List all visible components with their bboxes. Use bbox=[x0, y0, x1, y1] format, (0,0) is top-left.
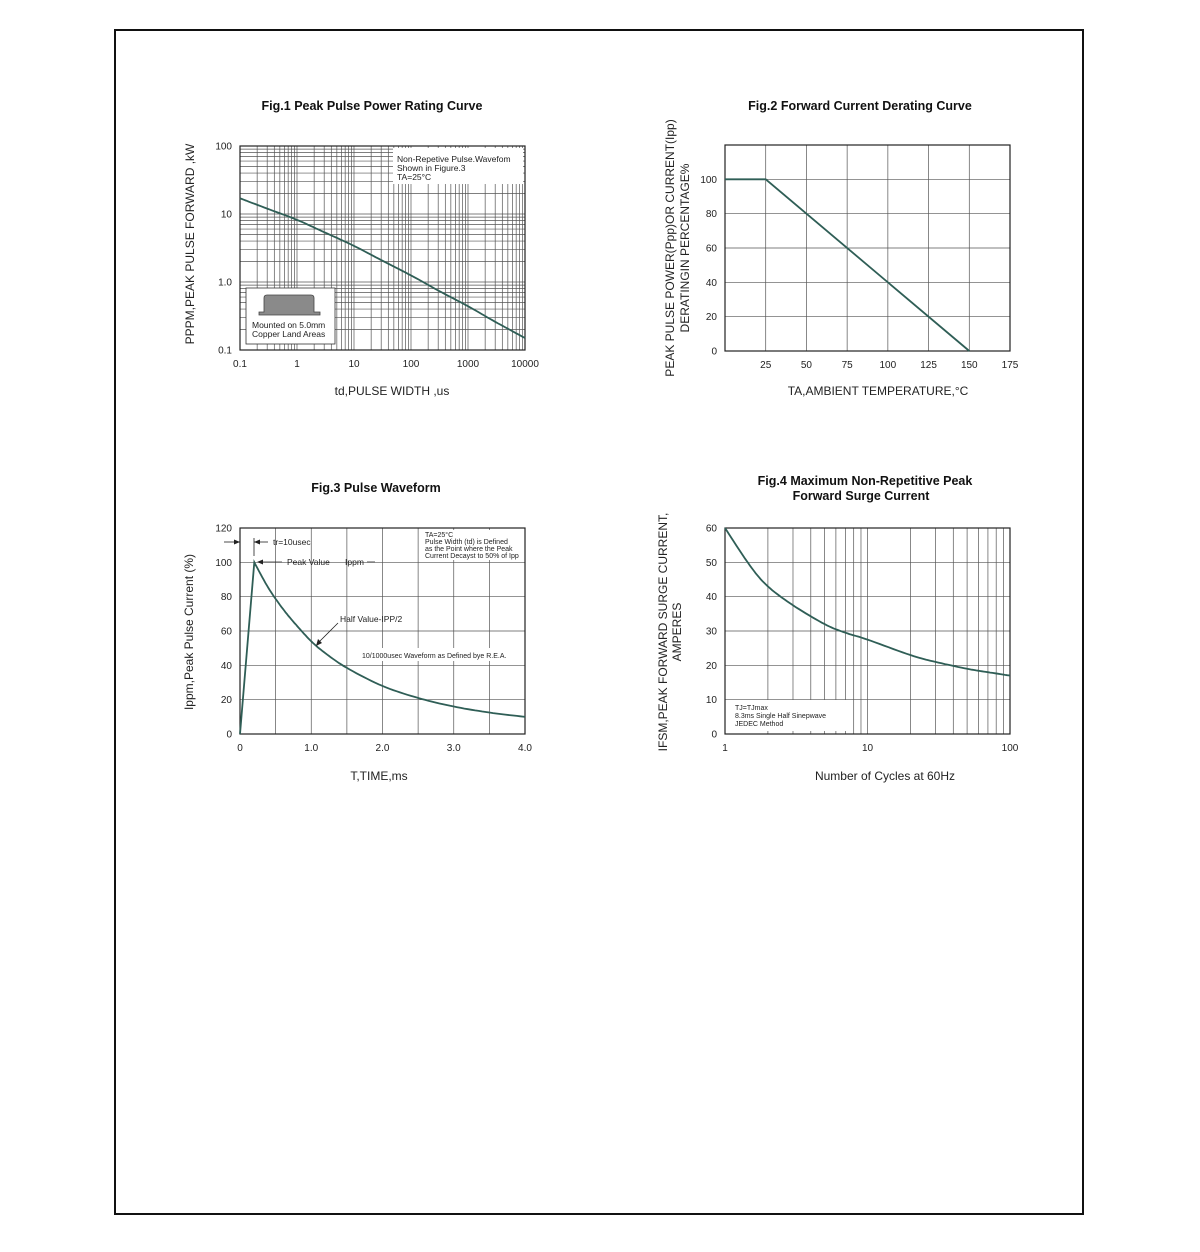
x-tick-label: 10000 bbox=[511, 359, 539, 370]
x-tick-label: 25 bbox=[760, 360, 772, 371]
y-tick-label: 40 bbox=[220, 660, 232, 672]
fig4-ylabel-line1: IFSM,PEAK FORWARD SURGE CURRENT, bbox=[656, 512, 670, 752]
y-tick-label: 10 bbox=[705, 695, 717, 707]
y-tick-label: 120 bbox=[215, 523, 232, 535]
x-tick-label: 10 bbox=[861, 743, 874, 754]
fig1-xlabel: td,PULSE WIDTH ,us bbox=[334, 384, 450, 398]
fig1-note-line3: TA=25°C bbox=[397, 172, 432, 182]
fig4-note-line2: 8.3ms Single Half Sinepwave bbox=[735, 713, 827, 720]
package-icon bbox=[259, 295, 320, 315]
x-tick-label: 50 bbox=[800, 360, 812, 371]
fig4-xlabel: Number of Cycles at 60Hz bbox=[814, 769, 956, 783]
x-tick-label: 175 bbox=[1001, 360, 1019, 371]
fig1-title: Fig.1 Peak Pulse Power Rating Curve bbox=[261, 99, 483, 113]
arrow-left-icon bbox=[257, 560, 263, 565]
fig3-cond-line1: TA=25°C bbox=[425, 532, 454, 539]
x-tick-label: 1000 bbox=[456, 359, 480, 370]
y-tick-label: 40 bbox=[705, 277, 717, 289]
y-tick-label: 100 bbox=[215, 557, 232, 569]
fig4-note-line1: TJ=TJmax bbox=[735, 705, 768, 712]
fig1-chart bbox=[183, 99, 539, 398]
y-tick-label: 20 bbox=[705, 660, 717, 672]
y-tick-label: 50 bbox=[705, 557, 717, 569]
y-tick-label: 30 bbox=[705, 626, 717, 638]
x-tick-label: 100 bbox=[879, 360, 897, 371]
fig3-half-label: Half Value-IPP/2 bbox=[340, 614, 403, 624]
y-tick-label: 0 bbox=[711, 346, 717, 358]
x-tick-label: 0 bbox=[237, 743, 243, 754]
y-tick-label: 20 bbox=[705, 312, 717, 324]
fig3-peak-symbol: Ippm bbox=[345, 557, 364, 567]
fig1-package-line1: Mounted on 5.0mm bbox=[252, 320, 326, 330]
arrow-right-icon bbox=[234, 540, 240, 545]
y-tick-label: 1.0 bbox=[218, 277, 232, 289]
fig2-ylabel-line2: DERATINGIN PERCENTAGE% bbox=[678, 163, 692, 333]
y-tick-label: 60 bbox=[705, 243, 717, 255]
fig1-note-line2: Shown in Figure.3 bbox=[397, 163, 466, 173]
fig2-title: Fig.2 Forward Current Derating Curve bbox=[748, 99, 972, 113]
fig4-chart bbox=[656, 474, 1019, 783]
fig2-ticks bbox=[700, 175, 1018, 371]
y-tick-label: 80 bbox=[705, 209, 717, 221]
y-tick-label: 80 bbox=[220, 592, 232, 604]
x-tick-label: 100 bbox=[1001, 743, 1019, 754]
fig4-title-line1: Fig.4 Maximum Non-Repetitive Peak bbox=[757, 474, 973, 488]
x-tick-label: 1 bbox=[294, 359, 300, 370]
fig2-chart bbox=[663, 99, 1019, 398]
x-tick-label: 100 bbox=[402, 359, 420, 370]
y-tick-label: 60 bbox=[705, 523, 717, 535]
fig2-grid bbox=[725, 145, 1010, 351]
fig3-cond-line4: Current Decayst to 50% of Ipp bbox=[425, 553, 519, 560]
fig3-tr-label: tr=10usec bbox=[273, 537, 311, 547]
fig3-title: Fig.3 Pulse Waveform bbox=[311, 481, 441, 495]
fig3-half-leader bbox=[318, 623, 338, 643]
fig1-package-line2: Copper Land Areas bbox=[252, 329, 326, 339]
fig2-xlabel: TA,AMBIENT TEMPERATURE,°C bbox=[787, 384, 969, 398]
fig3-ylabel: Ippm,Peak Pulse Current (%) bbox=[182, 553, 196, 711]
x-tick-label: 0.1 bbox=[233, 359, 247, 370]
x-tick-label: 150 bbox=[960, 360, 978, 371]
y-tick-label: 100 bbox=[700, 174, 717, 186]
fig3-cond-line2: Pulse Width (td) is Defined bbox=[425, 539, 508, 546]
fig1-note-line1: Non-Repetive Pulse.Wavefom bbox=[397, 154, 511, 164]
y-tick-label: 60 bbox=[220, 626, 232, 638]
fig3-peak-label: Peak Value bbox=[287, 557, 330, 567]
x-tick-label: 125 bbox=[920, 360, 937, 371]
y-tick-label: 100 bbox=[215, 141, 232, 153]
x-tick-label: 3.0 bbox=[446, 743, 461, 754]
fig4-title-line2: Forward Surge Current bbox=[792, 489, 930, 503]
fig1-ylabel: PPPM,PEAK PULSE FORWARD ,kW bbox=[183, 143, 197, 345]
y-tick-label: 20 bbox=[220, 695, 232, 707]
y-tick-label: 0 bbox=[711, 729, 717, 741]
fig3-cond-line3: as the Point where the Peak bbox=[425, 546, 513, 553]
fig4-note-line3: JEDEC Method bbox=[735, 721, 784, 728]
y-tick-label: 0 bbox=[226, 729, 232, 741]
x-tick-label: 10 bbox=[348, 359, 360, 370]
y-tick-label: 0.1 bbox=[218, 345, 232, 357]
x-tick-label: 1.0 bbox=[304, 743, 319, 754]
fig4-ylabel-line2: AMPERES bbox=[670, 602, 684, 662]
x-tick-label: 75 bbox=[841, 360, 853, 371]
fig3-wave-note: 10/1000usec Waveform as Defined bye R.E.A. bbox=[362, 653, 507, 660]
fig2-ylabel-line1: PEAK PULSE POWER(Ppp)OR CURRENT(Ipp) bbox=[663, 119, 677, 377]
fig3-xlabel: T,TIME,ms bbox=[350, 769, 408, 783]
y-tick-label: 40 bbox=[705, 592, 717, 604]
x-tick-label: 2.0 bbox=[375, 743, 390, 754]
fig3-chart bbox=[182, 481, 532, 783]
x-tick-label: 4.0 bbox=[518, 743, 532, 754]
arrow-left-icon bbox=[254, 540, 260, 545]
x-tick-label: 1 bbox=[722, 743, 728, 754]
y-tick-label: 10 bbox=[220, 209, 232, 221]
